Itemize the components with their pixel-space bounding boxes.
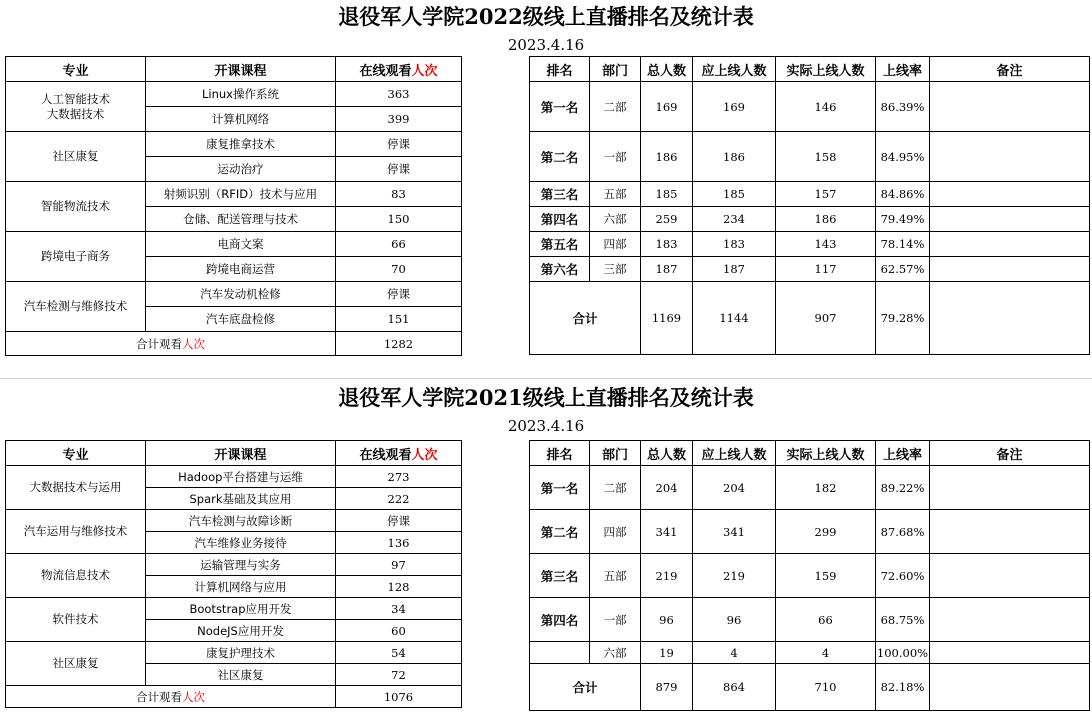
total-cell: 341	[641, 510, 693, 554]
note-cell	[930, 207, 1090, 232]
table-row	[6, 642, 462, 664]
note-cell	[930, 510, 1090, 554]
rate-cell: 72.60%	[876, 554, 930, 598]
views-cell: 60	[336, 620, 462, 642]
course-cell: 康复护理技术	[146, 642, 336, 664]
rank-cell: 第三名	[530, 554, 590, 598]
header-actual: 实际上线人数	[776, 57, 876, 82]
should-cell: 185	[693, 182, 776, 207]
major-cell: 社区康复	[6, 132, 146, 182]
total-cell: 183	[641, 232, 693, 257]
should-cell: 4	[693, 642, 776, 664]
section1-date: 2023.4.16	[507, 36, 585, 54]
course-cell: 汽车发动机检修	[146, 282, 336, 307]
should-cell: 96	[693, 598, 776, 642]
table-row	[530, 466, 1090, 510]
rate-cell: 89.22%	[876, 466, 930, 510]
rate-cell: 78.14%	[876, 232, 930, 257]
rate-cell: 87.68%	[876, 510, 930, 554]
total-cell: 219	[641, 554, 693, 598]
course-cell: 运动治疗	[146, 157, 336, 182]
header-rate: 上线率	[876, 441, 930, 466]
table-row	[530, 257, 1090, 282]
table-row	[530, 232, 1090, 257]
note-cell	[930, 182, 1090, 207]
sum-row	[6, 332, 462, 356]
rate-cell: 84.86%	[876, 182, 930, 207]
total-label: 合计	[530, 664, 641, 711]
total-cell: 879	[641, 664, 693, 711]
header-note: 备注	[930, 441, 1090, 466]
major-cell: 跨境电子商务	[6, 232, 146, 282]
header-course: 开课课程	[146, 441, 336, 466]
rank-cell	[530, 642, 590, 664]
dept-cell: 四部	[590, 232, 641, 257]
table-row	[6, 232, 462, 257]
should-cell: 341	[693, 510, 776, 554]
sum-views: 1076	[336, 686, 462, 708]
section2-views-table	[5, 440, 462, 708]
major-cell: 大数据技术与运用	[6, 466, 146, 510]
should-cell: 186	[693, 132, 776, 182]
header-total: 总人数	[641, 441, 693, 466]
course-cell: 汽车检测与故障诊断	[146, 510, 336, 532]
total-cell: 1169	[641, 282, 693, 355]
should-cell: 183	[693, 232, 776, 257]
should-cell: 169	[693, 82, 776, 132]
note-cell	[930, 257, 1090, 282]
dept-cell: 四部	[590, 510, 641, 554]
header-online-views: 在线观看人次	[336, 57, 462, 82]
header-total: 总人数	[641, 57, 693, 82]
actual-cell: 186	[776, 207, 876, 232]
course-cell: 射频识别（RFID）技术与应用	[146, 182, 336, 207]
section1-views-table	[5, 56, 462, 356]
ranking-header-row	[530, 57, 1090, 82]
header-should: 应上线人数	[693, 441, 776, 466]
views-header-row	[6, 441, 462, 466]
course-cell: 计算机网络	[146, 107, 336, 132]
should-cell: 864	[693, 664, 776, 711]
total-cell: 187	[641, 257, 693, 282]
course-cell: 仓储、配送管理与技术	[146, 207, 336, 232]
note-cell	[930, 642, 1090, 664]
header-should: 应上线人数	[693, 57, 776, 82]
course-cell: 社区康复	[146, 664, 336, 686]
note-cell	[930, 554, 1090, 598]
views-header-row	[6, 57, 462, 82]
rate-cell: 82.18%	[876, 664, 930, 711]
rank-cell: 第五名	[530, 232, 590, 257]
rank-cell: 第二名	[530, 132, 590, 182]
note-cell	[930, 82, 1090, 132]
rate-cell: 62.57%	[876, 257, 930, 282]
section-divider	[0, 378, 1092, 379]
table-row	[6, 82, 462, 107]
header-major: 专业	[6, 57, 146, 82]
actual-cell: 66	[776, 598, 876, 642]
dept-cell: 二部	[590, 466, 641, 510]
note-cell	[930, 232, 1090, 257]
dept-cell: 二部	[590, 82, 641, 132]
views-cell: 399	[336, 107, 462, 132]
section2-date: 2023.4.16	[507, 417, 585, 435]
total-cell: 185	[641, 182, 693, 207]
table-row	[6, 132, 462, 157]
should-cell: 1144	[693, 282, 776, 355]
dept-cell: 六部	[590, 642, 641, 664]
should-cell: 219	[693, 554, 776, 598]
course-cell: 跨境电商运营	[146, 257, 336, 282]
total-cell: 259	[641, 207, 693, 232]
table-row	[6, 598, 462, 620]
actual-cell: 117	[776, 257, 876, 282]
views-cell: 70	[336, 257, 462, 282]
total-row	[530, 282, 1090, 355]
section2-ranking-table	[529, 440, 1090, 711]
views-cell: 停课	[336, 282, 462, 307]
views-cell: 128	[336, 576, 462, 598]
dept-cell: 一部	[590, 132, 641, 182]
table-row	[530, 510, 1090, 554]
views-cell: 222	[336, 488, 462, 510]
course-cell: 汽车底盘检修	[146, 307, 336, 332]
actual-cell: 907	[776, 282, 876, 355]
dept-cell: 五部	[590, 182, 641, 207]
note-cell	[930, 664, 1090, 711]
table-row	[530, 554, 1090, 598]
actual-cell: 157	[776, 182, 876, 207]
actual-cell: 158	[776, 132, 876, 182]
header-note: 备注	[930, 57, 1090, 82]
course-cell: 电商文案	[146, 232, 336, 257]
actual-cell: 710	[776, 664, 876, 711]
note-cell	[930, 282, 1090, 355]
rate-cell: 79.49%	[876, 207, 930, 232]
total-cell: 169	[641, 82, 693, 132]
major-cell: 社区康复	[6, 642, 146, 686]
should-cell: 234	[693, 207, 776, 232]
ranking-header-row	[530, 441, 1090, 466]
rate-cell: 84.95%	[876, 132, 930, 182]
table-row	[530, 207, 1090, 232]
views-cell: 34	[336, 598, 462, 620]
total-row	[530, 664, 1090, 711]
major-cell: 软件技术	[6, 598, 146, 642]
rate-cell: 68.75%	[876, 598, 930, 642]
dept-cell: 一部	[590, 598, 641, 642]
header-online-views: 在线观看人次	[336, 441, 462, 466]
sum-label: 合计观看人次	[6, 332, 336, 356]
actual-cell: 299	[776, 510, 876, 554]
views-cell: 97	[336, 554, 462, 576]
header-actual: 实际上线人数	[776, 441, 876, 466]
dept-cell: 六部	[590, 207, 641, 232]
total-cell: 19	[641, 642, 693, 664]
should-cell: 204	[693, 466, 776, 510]
views-cell: 273	[336, 466, 462, 488]
total-cell: 186	[641, 132, 693, 182]
dept-cell: 五部	[590, 554, 641, 598]
views-cell: 151	[336, 307, 462, 332]
table-row	[6, 554, 462, 576]
total-label: 合计	[530, 282, 641, 355]
views-cell: 136	[336, 532, 462, 554]
views-cell: 54	[336, 642, 462, 664]
actual-cell: 4	[776, 642, 876, 664]
sum-row	[6, 686, 462, 708]
views-cell: 停课	[336, 510, 462, 532]
header-major: 专业	[6, 441, 146, 466]
course-cell: 汽车维修业务接待	[146, 532, 336, 554]
header-rate: 上线率	[876, 57, 930, 82]
table-row	[530, 82, 1090, 132]
course-cell: 计算机网络与应用	[146, 576, 336, 598]
views-cell: 363	[336, 82, 462, 107]
header-course: 开课课程	[146, 57, 336, 82]
note-cell	[930, 132, 1090, 182]
course-cell: Spark基础及其应用	[146, 488, 336, 510]
table-row	[6, 466, 462, 488]
views-cell: 150	[336, 207, 462, 232]
total-cell: 204	[641, 466, 693, 510]
section2-title: 退役军人学院2021级线上直播排名及统计表	[338, 385, 754, 410]
major-cell: 物流信息技术	[6, 554, 146, 598]
course-cell: Linux操作系统	[146, 82, 336, 107]
section1-ranking-table	[529, 56, 1090, 355]
course-cell: NodeJS应用开发	[146, 620, 336, 642]
course-cell: 康复推拿技术	[146, 132, 336, 157]
note-cell	[930, 598, 1090, 642]
major-cell: 智能物流技术	[6, 182, 146, 232]
sum-views: 1282	[336, 332, 462, 356]
section1-title: 退役军人学院2022级线上直播排名及统计表	[338, 4, 754, 29]
header-rank: 排名	[530, 441, 590, 466]
course-cell: Hadoop平台搭建与运维	[146, 466, 336, 488]
header-dept: 部门	[590, 57, 641, 82]
actual-cell: 182	[776, 466, 876, 510]
rank-cell: 第三名	[530, 182, 590, 207]
actual-cell: 146	[776, 82, 876, 132]
table-row	[6, 182, 462, 207]
table-row	[530, 132, 1090, 182]
table-row	[530, 642, 1090, 664]
total-cell: 96	[641, 598, 693, 642]
rank-cell: 第四名	[530, 207, 590, 232]
views-cell: 停课	[336, 157, 462, 182]
header-rank: 排名	[530, 57, 590, 82]
rank-cell: 第二名	[530, 510, 590, 554]
views-cell: 83	[336, 182, 462, 207]
course-cell: 运输管理与实务	[146, 554, 336, 576]
table-row	[6, 510, 462, 532]
sum-label: 合计观看人次	[6, 686, 336, 708]
views-cell: 停课	[336, 132, 462, 157]
major-cell: 汽车检测与维修技术	[6, 282, 146, 332]
rate-cell: 79.28%	[876, 282, 930, 355]
dept-cell: 三部	[590, 257, 641, 282]
table-row	[530, 598, 1090, 642]
actual-cell: 159	[776, 554, 876, 598]
table-row	[6, 282, 462, 307]
should-cell: 187	[693, 257, 776, 282]
table-row	[530, 182, 1090, 207]
rank-cell: 第一名	[530, 82, 590, 132]
note-cell	[930, 466, 1090, 510]
views-cell: 72	[336, 664, 462, 686]
header-dept: 部门	[590, 441, 641, 466]
course-cell: Bootstrap应用开发	[146, 598, 336, 620]
rank-cell: 第六名	[530, 257, 590, 282]
major-cell: 人工智能技术 大数据技术	[6, 82, 146, 132]
major-cell: 汽车运用与维修技术	[6, 510, 146, 554]
rank-cell: 第一名	[530, 466, 590, 510]
rate-cell: 100.00%	[876, 642, 930, 664]
actual-cell: 143	[776, 232, 876, 257]
rank-cell: 第四名	[530, 598, 590, 642]
views-cell: 66	[336, 232, 462, 257]
rate-cell: 86.39%	[876, 82, 930, 132]
